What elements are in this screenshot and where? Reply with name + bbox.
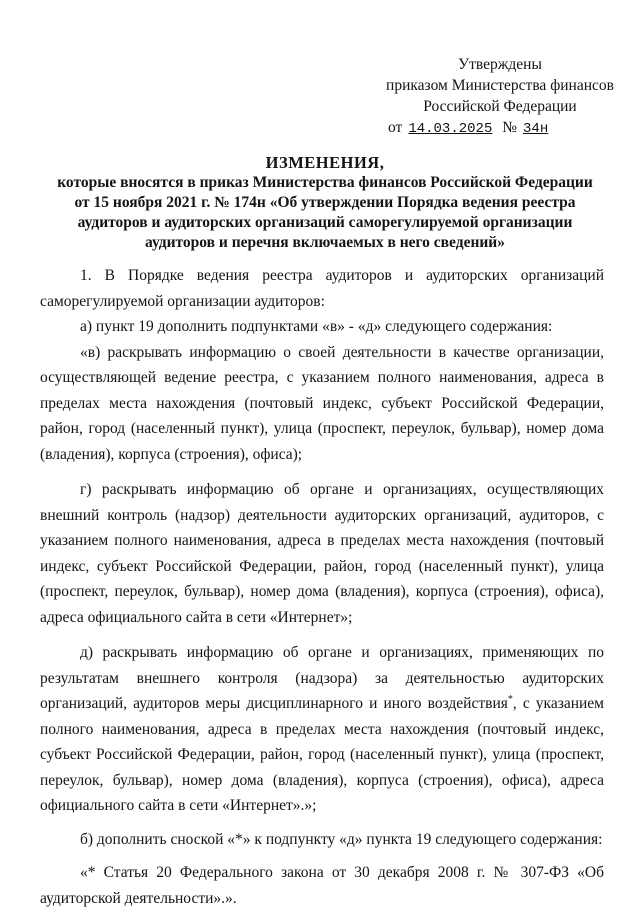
title-line-2: от 15 ноября 2021 г. № 174н «Об утверждении Порядка ведения реестра — [74, 194, 576, 211]
footnote-text: «* Статья 20 Федерального закона от 30 декабря 2008 г. № 307-ФЗ «Об аудиторской деятельности».». — [40, 864, 604, 907]
title-line-4: аудиторов и перечня включаемых в него сведений» — [145, 234, 505, 251]
approval-country: Российской Федерации — [423, 98, 577, 115]
paragraph-subitem-g: г) раскрывать информацию об органе и организациях, осуществляющих внешний контроль (надзор) деятельности аудиторских организаций, аудиторов, с указанием полного наименования, адреса в пределах места нахождения (почтовый индекс, субъект Российской Федерации, район, город (населенный пункт), улица (проспект, переулок, бульвар), номер дома (владения), корпуса (строения), офиса), адреса официального сайта в сети «Интернет»; — [40, 481, 604, 626]
subitem-d-text: д) раскрывать информацию об органе и организациях, применяющих по результатам внешнего контроля (надзора) за деятельностью аудиторских организаций, аудиторов меры дисциплинарного и иного воздействия — [40, 644, 604, 712]
footnote-marker: * — [507, 693, 513, 705]
order-date: 14.03.2025 — [408, 121, 493, 137]
approval-order-issuer: приказом Министерства финансов — [386, 77, 614, 94]
paragraph-subitem-v: «в) раскрывать информацию о своей деятельности в качестве организации, осуществляющей ведение реестра, с указанием полного наименования, адреса в пределах места нахождения (почтовый индекс, субъект Российской Федерации, район, город (населенный пункт), улица (проспект, переулок, бульвар), номер дома (владения), корпуса (строения), офиса); — [40, 343, 604, 463]
subitem-d-text-cont: , с указанием полного наименования, адреса в пределах места нахождения (почтовый индекс, субъект Российской Федерации, район, город (населенный пункт), улица (проспект, переулок, бульвар), номер дома (владения), корпуса (строения), офиса), адреса официального сайта в сети «Интернет».»; — [40, 695, 604, 814]
title-line-1: которые вносятся в приказ Министерства финансов Российской Федерации — [57, 174, 593, 191]
title-heading: ИЗМЕНЕНИЯ, — [265, 153, 385, 172]
paragraph-item-b: б) дополнить сноской «*» к подпункту «д» пункта 19 следующего содержания: — [80, 830, 603, 848]
date-prefix: от — [388, 119, 403, 136]
approval-order-line — [380, 117, 620, 140]
number-prefix: № — [502, 119, 518, 136]
paragraph-subitem-d — [40, 640, 604, 819]
approval-block — [380, 54, 620, 140]
paragraph-item-a: а) пункт 19 дополнить подпунктами «в» - «д» следующего содержания: — [80, 318, 553, 335]
title-line-3: аудиторов и аудиторских организаций саморегулируемой организации — [77, 214, 573, 231]
order-number: 34н — [523, 121, 549, 137]
paragraph-1: 1. В Порядке ведения реестра аудиторов и аудиторских организаций саморегулируемой организации аудиторов: — [40, 267, 604, 310]
document-title — [40, 153, 610, 253]
approval-title: Утверждены — [458, 56, 542, 73]
document-body — [40, 263, 604, 911]
